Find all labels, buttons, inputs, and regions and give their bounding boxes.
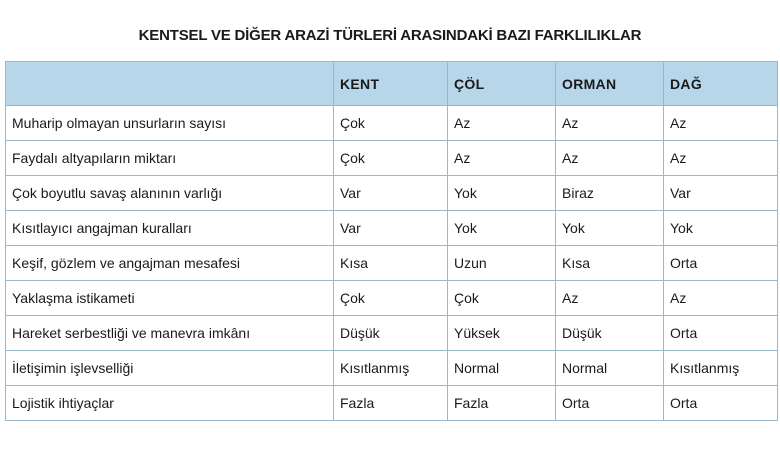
table-row — [6, 246, 778, 281]
cell-dag: Orta — [664, 246, 778, 281]
cell-col: Yok — [448, 211, 556, 246]
row-label: Faydalı altyapıların miktarı — [6, 141, 334, 176]
header-cell-col: ÇÖL — [448, 62, 556, 106]
cell-orman: Az — [556, 141, 664, 176]
cell-col: Az — [448, 141, 556, 176]
cell-col: Fazla — [448, 386, 556, 421]
cell-orman: Orta — [556, 386, 664, 421]
cell-col: Çok — [448, 281, 556, 316]
cell-dag: Orta — [664, 386, 778, 421]
cell-orman: Yok — [556, 211, 664, 246]
cell-col: Az — [448, 106, 556, 141]
cell-orman: Kısa — [556, 246, 664, 281]
table-row — [6, 106, 778, 141]
header-cell-dag: DAĞ — [664, 62, 778, 106]
row-label: Kısıtlayıcı angajman kuralları — [6, 211, 334, 246]
table-row — [6, 141, 778, 176]
cell-kent: Çok — [334, 106, 448, 141]
table-row — [6, 351, 778, 386]
cell-dag: Az — [664, 141, 778, 176]
table-row — [6, 281, 778, 316]
cell-kent: Var — [334, 211, 448, 246]
cell-kent: Çok — [334, 141, 448, 176]
cell-col: Yüksek — [448, 316, 556, 351]
comparison-table — [5, 61, 778, 421]
cell-dag: Az — [664, 106, 778, 141]
cell-dag: Kısıtlanmış — [664, 351, 778, 386]
table-row — [6, 176, 778, 211]
table-row — [6, 211, 778, 246]
cell-col: Uzun — [448, 246, 556, 281]
cell-kent: Kısa — [334, 246, 448, 281]
header-cell-criteria — [6, 62, 334, 106]
table-row — [6, 386, 778, 421]
cell-orman: Az — [556, 281, 664, 316]
row-label: Keşif, gözlem ve angajman mesafesi — [6, 246, 334, 281]
cell-orman: Az — [556, 106, 664, 141]
cell-orman: Biraz — [556, 176, 664, 211]
cell-orman: Normal — [556, 351, 664, 386]
row-label: Lojistik ihtiyaçlar — [6, 386, 334, 421]
row-label: Yaklaşma istikameti — [6, 281, 334, 316]
cell-kent: Var — [334, 176, 448, 211]
cell-orman: Düşük — [556, 316, 664, 351]
table-header-row — [6, 62, 778, 106]
cell-kent: Düşük — [334, 316, 448, 351]
header-cell-kent: KENT — [334, 62, 448, 106]
cell-dag: Orta — [664, 316, 778, 351]
row-label: Çok boyutlu savaş alanının varlığı — [6, 176, 334, 211]
cell-dag: Var — [664, 176, 778, 211]
header-cell-orman: ORMAN — [556, 62, 664, 106]
cell-dag: Yok — [664, 211, 778, 246]
cell-kent: Çok — [334, 281, 448, 316]
table-row — [6, 316, 778, 351]
row-label: Muharip olmayan unsurların sayısı — [6, 106, 334, 141]
cell-dag: Az — [664, 281, 778, 316]
row-label: İletişimin işlevselliği — [6, 351, 334, 386]
cell-kent: Kısıtlanmış — [334, 351, 448, 386]
cell-kent: Fazla — [334, 386, 448, 421]
cell-col: Yok — [448, 176, 556, 211]
page-title: KENTSEL VE DİĞER ARAZİ TÜRLERİ ARASINDAKİ BAZI FARKLILIKLAR — [138, 27, 642, 44]
cell-col: Normal — [448, 351, 556, 386]
row-label: Hareket serbestliği ve manevra imkânı — [6, 316, 334, 351]
